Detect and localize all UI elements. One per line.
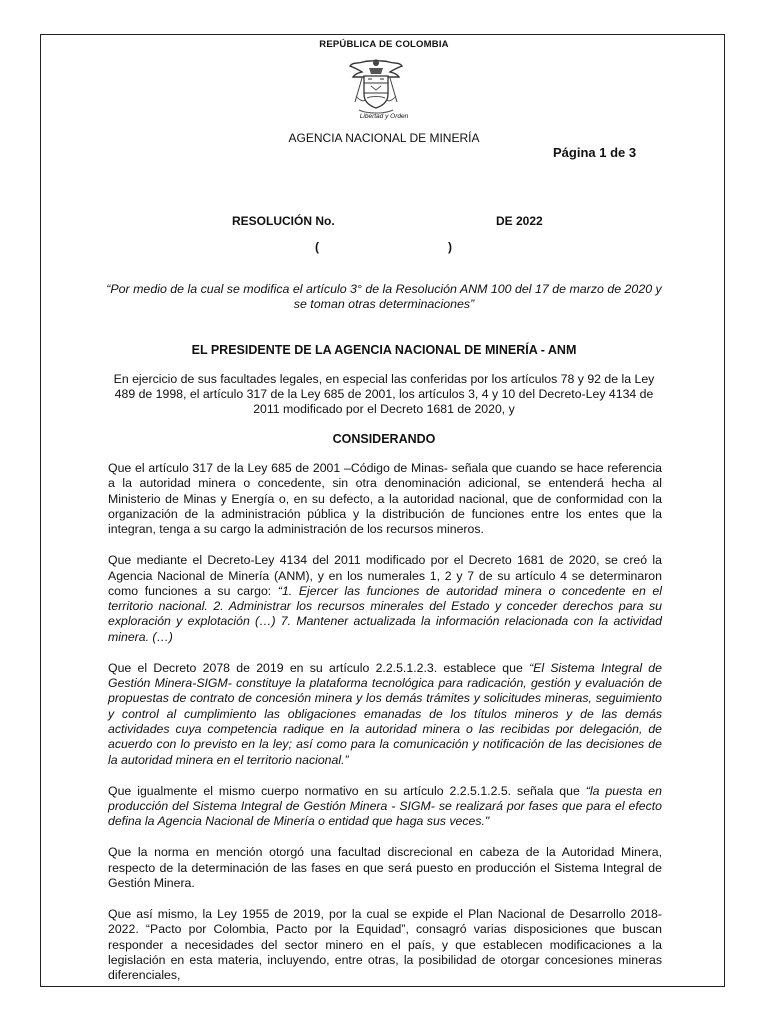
resolution-date-open-paren: ( <box>315 240 319 254</box>
paragraph-4 <box>108 784 662 830</box>
resolution-date-close-paren: ) <box>448 240 452 254</box>
intro-paragraph: En ejercicio de sus facultades legales, en especial las conferidas por los artículos 78 y 92 de la Ley 489 de 1998, el artículo 317 de la Ley 685 de 2001, los artículos 3, 4 y 10 del Decreto-Ley 4134 de 2011 modificado por el Decreto 1681 de 2020, y <box>113 372 655 416</box>
paragraph-5: Que la norma en mención otorgó una facultad discrecional en cabeza de la Autoridad Minera, respecto de la determinación de las fases en que será puesto en producción el Sistema Integral de Gestión Minera. <box>108 845 662 891</box>
paragraph-6: Que así mismo, la Ley 1955 de 2019, por la cual se expide el Plan Nacional de Desarrollo 2018-2022. “Pacto por Colombia, Pacto por la Equidad”, consagró varias disposiciones que buscan responder a necesidades del sector minero en el país, y que establecen modificaciones a la legislación en esta materia, incluyendo, entre otras, la posibilidad de otorgar concesiones mineras diferenciales, <box>108 907 662 983</box>
paragraph-3-text: Que el Decreto 2078 de 2019 en su artículo 2.2.5.1.2.3. establece que <box>108 660 530 675</box>
paragraph-3-quote: “El Sistema Integral de Gestión Minera-SIGM- constituye la plataforma tecnológica para radicación, gestión y evaluación de propuestas de contrato de concesión minera y los demás trámites y solicitudes mineras, seguimiento y control al cumplimiento las obligaciones emanadas de los títulos mineros y de las demás actividades cuya competencia radique en la autoridad minera o las recibidas por delegación, de acuerdo con lo previsto en la ley; así como para la comunicación y notificación de las decisiones de la autoridad minera en el territorio nacional.” <box>108 660 662 767</box>
paragraph-1: Que el artículo 317 de la Ley 685 de 2001 –Código de Minas- señala que cuando se hace referencia a la autoridad minera o concedente, sin otra denominación adicional, se entenderá hecha al Ministerio de Minas y Energía o, en su defecto, a la autoridad nacional, que de conformidad con la organización de la administración pública y la distribución de funciones entre los entes que la integran, tenga a su cargo la administración de los recursos mineros. <box>108 461 662 537</box>
paragraph-2 <box>108 553 662 645</box>
resolution-label: RESOLUCIÓN No. <box>232 214 335 228</box>
paragraph-4-text: Que igualmente el mismo cuerpo normativo en su artículo 2.2.5.1.2.5. señala que <box>108 783 586 798</box>
considerando-heading: CONSIDERANDO <box>332 432 436 446</box>
resolution-year: DE 2022 <box>496 214 543 228</box>
paragraph-3 <box>108 661 662 768</box>
paragraph-2-text: Que mediante el Decreto-Ley 4134 del 2011 modificado por el Decreto 1681 de 2020, se creó la Agencia Nacional de Minería (ANM), y en los numerales 1, 2 y 7 de su artículo 4 se determinaron como funciones a su cargo: <box>108 553 662 598</box>
document-body <box>108 461 662 999</box>
resolution-subject: “Por medio de la cual se modifica el artículo 3° de la Resolución ANM 100 del 17 de marzo de 2020 y se toman otras determinaciones” <box>106 282 662 311</box>
page-number: Página 1 de 3 <box>553 145 637 160</box>
president-heading: EL PRESIDENTE DE LA AGENCIA NACIONAL DE MINERÍA - ANM <box>191 343 577 357</box>
country-header: REPÚBLICA DE COLOMBIA <box>319 39 449 50</box>
motto-text: Libertad y Orden <box>359 113 409 120</box>
paragraph-4-quote: “la puesta en producción del Sistema Integral de Gestión Minera - SIGM- se realizará por fases que para el efecto defina la Agencia Nacional de Minería o entidad que haga sus veces." <box>108 783 662 829</box>
paragraph-2-quote: “1. Ejercer las funciones de autoridad minera o concedente en el territorio nacional. 2. Administrar los recursos minerales del Estado y conceder derechos para su exploración y explotación (…) 7. Mantener actualizada la información relacionada con la actividad minera. (…) <box>108 583 663 644</box>
agency-name: AGENCIA NACIONAL DE MINERÍA <box>288 131 480 145</box>
